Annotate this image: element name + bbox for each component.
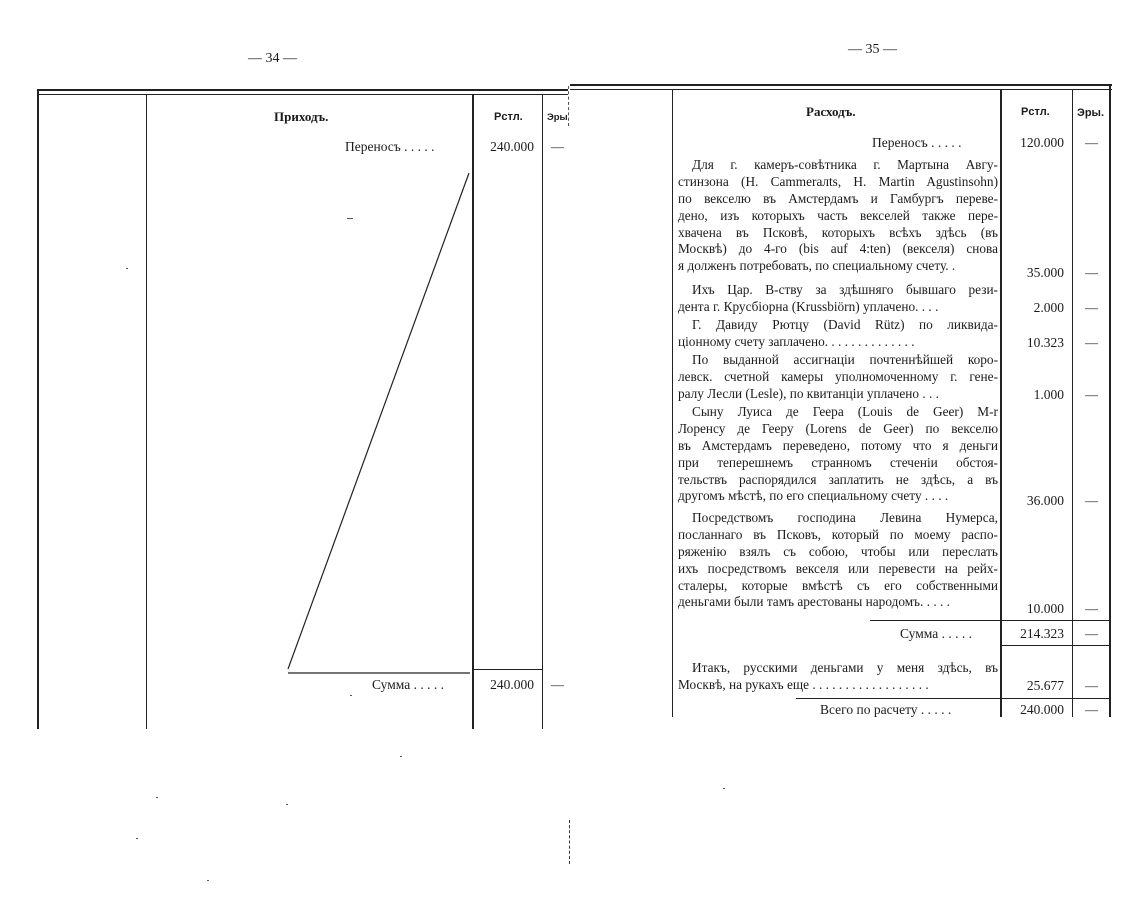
right-outer-border (1109, 84, 1111, 717)
scan-speck (723, 788, 725, 789)
scan-speck (136, 838, 138, 839)
expense-entry-rubles: 35.000 (1026, 265, 1064, 280)
grand-total-rubles: 240.000 (1020, 702, 1064, 717)
right-header-rubles: Рстл. (1021, 106, 1050, 118)
remainder-rubles: 25.677 (1026, 678, 1064, 693)
right-rubles-rule (1000, 89, 1002, 717)
grand-total-ore: — (1085, 702, 1098, 717)
entry-line: другомъ мѣстѣ, по его специальному счету . . . . (678, 488, 949, 504)
entry-line: Для г. камеръ-совѣтника г. Мартына Авгу- (692, 157, 998, 172)
remainder-line: Итакъ, русскими деньгами у меня здѣсь, въ (692, 660, 998, 675)
right-sum-rule (870, 620, 1110, 621)
entry-line: Москвѣ) до 4-го (bis auf 4:ten) (векселя) снова (678, 241, 998, 257)
right-header-ore: Эры. (1077, 107, 1104, 119)
expense-entry-ore: — (1085, 601, 1098, 616)
expense-entry-rubles: 10.323 (1026, 335, 1064, 350)
expense-entry-ore: — (1085, 265, 1098, 280)
gutter-mark (569, 820, 570, 864)
remainder-ore: — (1085, 678, 1098, 693)
left-carry-label: Переносъ . . . . . (345, 139, 435, 154)
entry-line: въ Амстердамъ переведено, потому что я деньги (678, 437, 998, 453)
scan-speck (400, 756, 402, 757)
entry-line: я долженъ потребовать, по специальному счету. . (678, 258, 956, 274)
page-number-right: — 35 — (848, 42, 897, 57)
expense-entry-text (678, 352, 998, 403)
entry-line: По выданной ассигнацiи почтеннѣйшей коро- (692, 352, 998, 367)
entry-line: сталеры, которые вмѣстѣ съ его собственными (678, 577, 998, 593)
entry-line: Г. Давиду Рютцу (David Rütz) по ликвида- (692, 317, 998, 332)
expense-entry-text (678, 404, 998, 505)
entry-line: стинзона (H. Cammeraлts, H. Martin Agustinsohn) (678, 173, 998, 189)
left-blank-slash (280, 165, 475, 680)
right-sum-ore: — (1085, 626, 1098, 641)
right-carry-ore: — (1085, 135, 1098, 150)
grand-total-rule (796, 698, 1110, 699)
left-header-ore: Эры (547, 112, 568, 123)
entry-line: Сыну Луиса де Геера (Louis de Geer) M-r (692, 404, 998, 419)
expense-entry-text (678, 317, 998, 351)
expense-entry-rubles: 10.000 (1026, 601, 1064, 616)
left-carry-rubles: 240.000 (490, 139, 534, 154)
entry-line: ихъ посредствомъ векселя или перевести на рейх- (678, 560, 998, 576)
expense-entry-rubles: 36.000 (1026, 493, 1064, 508)
expense-entry-ore: — (1085, 300, 1098, 315)
entry-line: дено, изъ которыхъ часть векселей также пере- (678, 207, 998, 223)
remainder-line: Москвѣ, на рукахъ еще . . . . . . . . . . . . . . . . . . (678, 676, 929, 692)
right-sum-rubles: 214.323 (1020, 626, 1064, 641)
entry-line: Лоренсу де Гееру (Lorens de Geer) по векселю (678, 420, 998, 436)
left-top-rule-inner (38, 94, 568, 95)
entry-line: хвачена въ Псковѣ, которыхъ всѣхъ здѣсь (въ (678, 224, 998, 240)
expense-entry-rubles: 1.000 (1033, 387, 1064, 402)
entry-line: деньгами были тамъ арестованы народомъ. . . . . (678, 594, 950, 610)
right-ore-rule (1072, 89, 1073, 717)
scan-speck (207, 880, 209, 881)
entry-line: дента г. Крусбiорна (Krussbiörn) уплачено. . . . (678, 298, 939, 314)
scan-speck (156, 797, 158, 798)
left-top-rule (38, 89, 568, 91)
entry-line: тельствъ распорядился заплатить не здѣсь, а въ (678, 471, 998, 487)
right-sum-label: Сумма . . . . . (900, 626, 972, 641)
remainder-text (678, 660, 998, 694)
grand-total-label: Всего по расчету . . . . . (820, 702, 952, 717)
left-total-rubles: 240.000 (490, 677, 534, 692)
left-header-rubles: Рстл. (494, 111, 523, 123)
left-margin-rule (146, 94, 147, 729)
entry-line: посланнаго въ Псковъ, который по моему распо- (678, 526, 998, 542)
entry-line: ралу Лесли (Lesle), по квитанцiи уплачено . . . (678, 385, 939, 401)
left-total-rule (472, 669, 542, 670)
scan-speck (126, 268, 128, 269)
left-carry-ore: — (551, 139, 564, 154)
right-sum-rule-bottom (1000, 645, 1110, 646)
expense-entry-text (678, 510, 998, 611)
left-total-label: Сумма . . . . . (372, 677, 444, 692)
entry-line: ряженiю взялъ съ собою, чтобы или переслать (678, 543, 998, 559)
entry-line: Ихъ Цар. В-ству за здѣшняго бывшаго рези- (692, 282, 998, 297)
right-margin-rule (672, 89, 673, 717)
entry-line: по векселю въ Амстердамъ и Гамбургъ переве- (678, 190, 998, 206)
right-top-rule (570, 84, 1112, 86)
expense-entry-ore: — (1085, 387, 1098, 402)
page-number-left: — 34 — (248, 51, 297, 66)
left-outer-border (37, 89, 39, 729)
scan-speck (286, 804, 288, 805)
right-carry-label: Переносъ . . . . . (872, 135, 962, 150)
gutter-rule (568, 86, 569, 126)
scan-speck (350, 695, 352, 696)
right-carry-rubles: 120.000 (1020, 135, 1064, 150)
entry-line: левск. счетной камеры уполномоченному г. гене- (678, 368, 998, 384)
left-ore-rule (542, 94, 543, 729)
entry-line: Посредствомъ господина Левина Нумерса, (692, 510, 998, 525)
expense-entry-ore: — (1085, 493, 1098, 508)
left-total-ore: — (551, 677, 564, 692)
expense-entry-ore: — (1085, 335, 1098, 350)
right-top-rule-inner (570, 89, 1112, 90)
expense-entry-rubles: 2.000 (1033, 300, 1064, 315)
scan-speck (347, 218, 353, 219)
entry-line: цiонному счету заплачено. . . . . . . . . . . . . . (678, 333, 915, 349)
left-header-title: Приходъ. (274, 109, 329, 124)
expense-entry-text (678, 157, 998, 275)
right-header-title: Расходъ. (806, 104, 856, 119)
entry-line: при теперешнемъ странномъ стеченiи обстоя- (678, 454, 998, 470)
expense-entry-text (678, 282, 998, 316)
